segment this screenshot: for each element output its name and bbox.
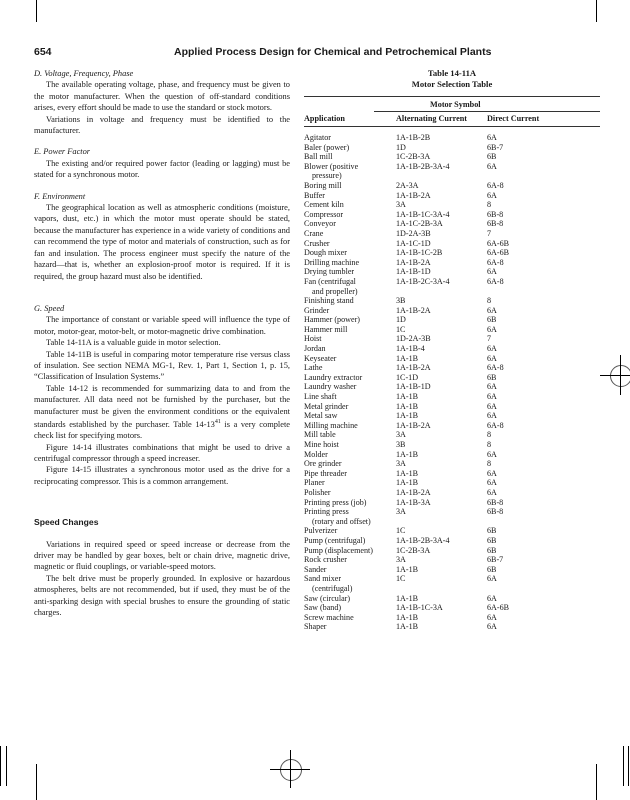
cell-application: Cement kiln bbox=[304, 200, 344, 210]
table-row bbox=[304, 325, 600, 335]
cell-alternating-current: 1D bbox=[396, 142, 406, 152]
table-row bbox=[304, 392, 600, 402]
crop-mark bbox=[623, 746, 624, 786]
column-header-ac: Alternating Current bbox=[396, 114, 468, 123]
column-header-application: Application bbox=[304, 114, 345, 123]
table-number: Table 14-11A bbox=[427, 68, 477, 78]
cell-application: Ore grinder bbox=[304, 459, 342, 469]
cell-direct-current: 8 bbox=[487, 430, 492, 440]
table-row bbox=[304, 565, 600, 575]
cell-alternating-current: 1A-1B bbox=[396, 564, 419, 574]
cell-alternating-current: 1A-1B-2A bbox=[396, 305, 431, 315]
table-rule bbox=[304, 126, 600, 127]
section-heading: D. Voltage, Frequency, Phase bbox=[34, 69, 134, 78]
cell-application: Jordan bbox=[304, 344, 326, 354]
cell-application: Boring mill bbox=[304, 180, 342, 190]
motor-selection-table bbox=[304, 68, 600, 632]
footnote-ref: 41 bbox=[214, 418, 221, 425]
cell-application: Screw machine bbox=[304, 612, 354, 622]
cell-direct-current: 6A bbox=[487, 267, 497, 277]
table-row bbox=[304, 546, 600, 556]
cell-direct-current: 8 bbox=[487, 296, 492, 306]
cell-alternating-current: 1A-1B-1D bbox=[396, 382, 431, 392]
table-row bbox=[304, 162, 600, 181]
table-row bbox=[304, 296, 600, 306]
registration-mark bbox=[270, 769, 310, 770]
table-row bbox=[304, 191, 600, 201]
cell-direct-current: 6A-8 bbox=[487, 363, 504, 373]
cell-direct-current: 6A bbox=[487, 353, 497, 363]
cell-application: Conveyor bbox=[304, 219, 336, 229]
cell-application: Crusher bbox=[304, 238, 330, 248]
cell-alternating-current: 1A-1B-2C-3A-4 bbox=[396, 276, 450, 286]
paragraph: Figure 14-15 illustrates a synchronous motor used as the drive for a reciprocating compressor. This is a common arrangement. bbox=[34, 465, 290, 486]
cell-direct-current: 6B-7 bbox=[487, 142, 504, 152]
cell-alternating-current: 1A-1B-2A bbox=[396, 487, 431, 497]
table-row bbox=[304, 258, 600, 268]
cell-application: Drilling machine bbox=[304, 257, 360, 267]
cell-direct-current: 6A bbox=[487, 574, 497, 584]
cell-direct-current: 6A bbox=[487, 324, 497, 334]
table-row bbox=[304, 411, 600, 421]
cell-application: Finishing stand bbox=[304, 296, 354, 306]
cell-direct-current: 6A-6B bbox=[487, 248, 510, 258]
cell-alternating-current: 1A-1B bbox=[396, 468, 419, 478]
cell-application: Pulverizer bbox=[304, 526, 338, 536]
cell-direct-current: 6A bbox=[487, 190, 497, 200]
table-row bbox=[304, 354, 600, 364]
cell-alternating-current: 1C bbox=[396, 574, 406, 584]
paragraph: Table 14-11A is a valuable guide in motor selection. bbox=[46, 338, 221, 348]
crop-mark bbox=[596, 764, 597, 800]
cell-application: Grinder bbox=[304, 305, 330, 315]
table-row bbox=[304, 402, 600, 412]
column-header-dc: Direct Current bbox=[487, 114, 540, 123]
cell-alternating-current: 1A-1B-2B bbox=[396, 133, 431, 142]
cell-application: Metal saw bbox=[304, 411, 338, 421]
cell-alternating-current: 3A bbox=[396, 507, 406, 517]
paragraph-text: is a very complete check list for specifying motors. bbox=[34, 419, 290, 441]
cell-direct-current: 6A bbox=[487, 305, 497, 315]
cell-application: Sander bbox=[304, 564, 327, 574]
cell-application: Fan (centrifugal and propeller) bbox=[304, 276, 358, 296]
table-row bbox=[304, 536, 600, 546]
table-row bbox=[304, 315, 600, 325]
table-row bbox=[304, 277, 600, 296]
table-row bbox=[304, 526, 600, 536]
cell-direct-current: 6A bbox=[487, 478, 497, 488]
cell-application: Line shaft bbox=[304, 392, 337, 402]
cell-direct-current: 6A bbox=[487, 401, 497, 411]
running-header bbox=[34, 46, 594, 58]
paragraph: Variations in voltage and frequency must be identified to the manufacturer. bbox=[34, 114, 290, 136]
cell-alternating-current: 1D-2A-3B bbox=[396, 334, 431, 344]
table-row bbox=[304, 143, 600, 153]
table-group-header bbox=[304, 97, 600, 111]
cell-application: Hammer (power) bbox=[304, 315, 360, 325]
crop-mark bbox=[6, 746, 7, 786]
table-row bbox=[304, 267, 600, 277]
table-row bbox=[304, 450, 600, 460]
cell-alternating-current: 1A-1B bbox=[396, 612, 419, 622]
cell-alternating-current: 1A-1B bbox=[396, 478, 419, 488]
cell-application: Agitator bbox=[304, 133, 331, 142]
cell-application: Lathe bbox=[304, 363, 323, 373]
cell-alternating-current: 1A-1C-2B-3A bbox=[396, 219, 443, 229]
paragraph: The importance of constant or variable speed will influence the type of motor, motor-gear, motor-belt, or motor-magnetic drive combination. bbox=[34, 315, 290, 336]
cell-direct-current: 6B-8 bbox=[487, 209, 504, 219]
cell-application: Dough mixer bbox=[304, 248, 347, 258]
registration-mark bbox=[600, 375, 630, 376]
cell-application: Laundry extractor bbox=[304, 372, 363, 382]
table-row bbox=[304, 421, 600, 431]
cell-application: Planer bbox=[304, 478, 325, 488]
cell-alternating-current: 1A-1B-1C-3A bbox=[396, 603, 443, 613]
cell-alternating-current: 1A-1B-1C-2B bbox=[396, 248, 443, 258]
cell-alternating-current: 1A-1B-1D bbox=[396, 267, 431, 277]
table-row bbox=[304, 613, 600, 623]
cell-direct-current: 6A-6B bbox=[487, 603, 510, 613]
paragraph: The geographical location as well as atmospheric conditions (moisture, vapors, dust, etc.) in which the motor must operate should be stated, because the manufacturer has experience in a wide variety of conditions and can recommend the type of motor and materials of construction, such as for fan and insulation. The process engineer must specify the nature of the hazard—that is, whether an explosion-proof motor is required. If it is required, the group hazard must also be identified. bbox=[34, 203, 290, 281]
cell-application: Blower (positive pressure) bbox=[304, 161, 359, 181]
cell-application: Polisher bbox=[304, 487, 331, 497]
cell-alternating-current: 3B bbox=[396, 440, 406, 449]
cell-application: Hoist bbox=[304, 334, 322, 344]
cell-application: Hammer mill bbox=[304, 324, 348, 334]
table-row bbox=[304, 210, 600, 220]
table-row bbox=[304, 239, 600, 249]
cell-direct-current: 6B-7 bbox=[487, 555, 504, 565]
section-heading: E. Power Factor bbox=[34, 147, 91, 157]
table-row bbox=[304, 373, 600, 383]
table-row bbox=[304, 488, 600, 498]
cell-application: Rock crusher bbox=[304, 555, 347, 565]
crop-mark bbox=[596, 0, 597, 22]
cell-direct-current: 6A-8 bbox=[487, 180, 504, 190]
section-heading: Speed Changes bbox=[34, 517, 99, 528]
cell-alternating-current: 3A bbox=[396, 555, 406, 565]
cell-direct-current: 6B bbox=[487, 564, 497, 574]
crop-mark bbox=[628, 746, 629, 786]
table-body bbox=[304, 133, 600, 632]
section-heading: F. Environment bbox=[34, 191, 86, 201]
cell-direct-current: 6B bbox=[487, 152, 497, 162]
cell-direct-current: 6B-8 bbox=[487, 219, 504, 229]
table-row bbox=[304, 603, 600, 613]
cell-application: Molder bbox=[304, 449, 328, 459]
cell-direct-current: 6A bbox=[487, 161, 497, 171]
cell-direct-current: 6A bbox=[487, 612, 497, 622]
cell-direct-current: 7 bbox=[487, 334, 492, 344]
table-row bbox=[304, 334, 600, 344]
cell-direct-current: 6A-6B bbox=[487, 238, 510, 248]
cell-alternating-current: 1A-1B-2A bbox=[396, 420, 431, 430]
table-row bbox=[304, 363, 600, 373]
table-row bbox=[304, 555, 600, 565]
section-heading: G. Speed bbox=[34, 303, 65, 313]
cell-alternating-current: 1A-1B-2A bbox=[396, 257, 431, 267]
cell-alternating-current: 1C bbox=[396, 526, 406, 536]
cell-alternating-current: 1A-1B bbox=[396, 411, 419, 421]
cell-direct-current: 6A bbox=[487, 382, 497, 392]
cell-application: Saw (circular) bbox=[304, 593, 351, 603]
crop-mark bbox=[36, 0, 37, 22]
cell-application: Milling machine bbox=[304, 420, 358, 430]
cell-direct-current: 8 bbox=[487, 200, 492, 210]
cell-direct-current: 6B bbox=[487, 315, 497, 325]
table-row bbox=[304, 219, 600, 229]
cell-alternating-current: 1C-1D bbox=[396, 372, 419, 382]
crop-mark bbox=[36, 764, 37, 800]
cell-application: Mill table bbox=[304, 430, 336, 440]
table-row bbox=[304, 181, 600, 191]
paragraph: The available operating voltage, phase, and frequency must be given to the motor manufacturer. When the question of off-standard conditions arises, every effort should be made to use the standard or stock motors. bbox=[34, 80, 290, 113]
cell-application: Pump (centrifugal) bbox=[304, 535, 366, 545]
cell-alternating-current: 3A bbox=[396, 459, 406, 469]
table-row bbox=[304, 133, 600, 143]
table-row bbox=[304, 382, 600, 392]
registration-mark bbox=[280, 759, 302, 781]
table-row bbox=[304, 344, 600, 354]
cell-direct-current: 6A bbox=[487, 411, 497, 421]
table-row bbox=[304, 574, 600, 593]
paragraph-text: Table 14-12 is recommended for summarizing data to and from the manufacturer. All data need not be furnished by the purchaser, but the manufacturer must be given the environment conditions or the equivalent standards established by the purchaser. Table 14-13 bbox=[34, 383, 290, 429]
cell-alternating-current: 1A-1B bbox=[396, 449, 419, 459]
cell-direct-current: 7 bbox=[487, 228, 492, 238]
cell-direct-current: 6B bbox=[487, 372, 497, 382]
cell-application: Sand mixer (centrifugal) bbox=[304, 574, 353, 593]
table-row bbox=[304, 152, 600, 162]
table-row bbox=[304, 306, 600, 316]
cell-alternating-current: 1A-1B-1C-3A-4 bbox=[396, 209, 450, 219]
crop-mark bbox=[0, 746, 1, 786]
body-text-column bbox=[34, 68, 290, 618]
cell-application: Compressor bbox=[304, 209, 344, 219]
cell-application: Baler (power) bbox=[304, 142, 350, 152]
cell-alternating-current: 1A-1B-2A bbox=[396, 190, 431, 200]
cell-direct-current: 6A-8 bbox=[487, 257, 504, 267]
cell-alternating-current: 2A-3A bbox=[396, 180, 419, 190]
cell-direct-current: 6A bbox=[487, 622, 497, 632]
table-row bbox=[304, 430, 600, 440]
cell-direct-current: 6B bbox=[487, 526, 497, 536]
cell-application: Pump (displacement) bbox=[304, 545, 374, 555]
cell-application: Buffer bbox=[304, 190, 325, 200]
paragraph: The existing and/or required power factor (leading or lagging) must be stated for a synchronous motor. bbox=[34, 158, 290, 180]
table-row bbox=[304, 459, 600, 469]
page-number: 654 bbox=[34, 46, 52, 58]
cell-application: Metal grinder bbox=[304, 401, 349, 411]
cell-alternating-current: 1A-1B-4 bbox=[396, 344, 425, 354]
paragraph: Table 14-11B is useful in comparing motor temperature rise versus class of insulation. See section NEMA MG-1, Rev. 1, Part 1, Section 1, p. 15, “Classification of Insulation Systems.” bbox=[34, 349, 290, 382]
cell-application: Shaper bbox=[304, 622, 327, 632]
table-row bbox=[304, 498, 600, 508]
paragraph bbox=[34, 383, 290, 442]
cell-direct-current: 6B-8 bbox=[487, 497, 504, 507]
cell-application: Saw (band) bbox=[304, 603, 342, 613]
table-row bbox=[304, 507, 600, 526]
cell-alternating-current: 1C-2B-3A bbox=[396, 152, 431, 162]
cell-application: Pipe threader bbox=[304, 468, 347, 478]
cell-direct-current: 6A bbox=[487, 133, 497, 142]
table-row bbox=[304, 469, 600, 479]
cell-application: Keyseater bbox=[304, 353, 337, 363]
cell-direct-current: 6A bbox=[487, 593, 497, 603]
table-title: Motor Selection Table bbox=[411, 79, 493, 89]
group-header-label: Motor Symbol bbox=[430, 100, 481, 109]
cell-alternating-current: 1A-1C-1D bbox=[396, 238, 431, 248]
cell-direct-current: 6A bbox=[487, 344, 497, 354]
paragraph: Figure 14-14 illustrates combinations that might be used to drive a centrifugal compressor through a speed increaser. bbox=[34, 442, 290, 463]
cell-alternating-current: 1D-2A-3B bbox=[396, 228, 431, 238]
cell-alternating-current: 1A-1B bbox=[396, 401, 419, 411]
table-row bbox=[304, 229, 600, 239]
cell-application: Ball mill bbox=[304, 152, 333, 162]
table-row bbox=[304, 594, 600, 604]
cell-alternating-current: 1A-1B-2B-3A-4 bbox=[396, 161, 450, 171]
cell-direct-current: 6A-8 bbox=[487, 420, 504, 430]
cell-alternating-current: 1A-1B bbox=[396, 353, 419, 363]
cell-alternating-current: 1A-1B-2A bbox=[396, 363, 431, 373]
cell-direct-current: 6B-8 bbox=[487, 507, 504, 517]
running-title: Applied Process Design for Chemical and Petrochemical Plants bbox=[174, 46, 492, 58]
cell-alternating-current: 1A-1B-3A bbox=[396, 497, 431, 507]
cell-alternating-current: 1A-1B-2B-3A-4 bbox=[396, 535, 450, 545]
cell-alternating-current: 1A-1B bbox=[396, 392, 419, 402]
cell-alternating-current: 3B bbox=[396, 296, 406, 306]
cell-direct-current: 6A bbox=[487, 449, 497, 459]
cell-application: Mine hoist bbox=[304, 440, 339, 449]
cell-alternating-current: 1A-1B bbox=[396, 622, 419, 632]
cell-alternating-current: 3A bbox=[396, 430, 406, 440]
cell-direct-current: 6B bbox=[487, 545, 497, 555]
cell-direct-current: 8 bbox=[487, 440, 492, 449]
cell-alternating-current: 1D bbox=[396, 315, 406, 325]
cell-application: Printing press (rotary and offset) bbox=[304, 507, 371, 526]
cell-alternating-current: 1C bbox=[396, 324, 406, 334]
cell-application: Crane bbox=[304, 228, 324, 238]
cell-direct-current: 6A bbox=[487, 392, 497, 402]
cell-direct-current: 6B bbox=[487, 535, 497, 545]
table-row bbox=[304, 200, 600, 210]
cell-alternating-current: 1C-2B-3A bbox=[396, 545, 431, 555]
cell-direct-current: 6A-8 bbox=[487, 276, 504, 286]
cell-application: Drying tumbler bbox=[304, 267, 355, 277]
cell-direct-current: 6A bbox=[487, 487, 497, 497]
cell-direct-current: 8 bbox=[487, 459, 492, 469]
table-column-headers bbox=[304, 112, 600, 126]
cell-alternating-current: 1A-1B bbox=[396, 593, 419, 603]
table-row bbox=[304, 622, 600, 632]
table-row bbox=[304, 478, 600, 488]
table-row bbox=[304, 248, 600, 258]
paragraph: Variations in required speed or speed increase or decrease from the driver may be handled by gear boxes, belt or chain drive, magnetic drive, magnetic or fluid couplings, or variable-speed motors. bbox=[34, 539, 290, 572]
cell-application: Laundry washer bbox=[304, 382, 357, 392]
cell-alternating-current: 3A bbox=[396, 200, 406, 210]
paragraph: The belt drive must be properly grounded. In explosive or hazardous atmospheres, belts are not recommended, but if used, they must be of the anti-sparking design with special brushes to ensure the grounding of static charges. bbox=[34, 573, 290, 618]
cell-direct-current: 6A bbox=[487, 468, 497, 478]
table-row bbox=[304, 440, 600, 450]
cell-application: Printing press (job) bbox=[304, 497, 367, 507]
